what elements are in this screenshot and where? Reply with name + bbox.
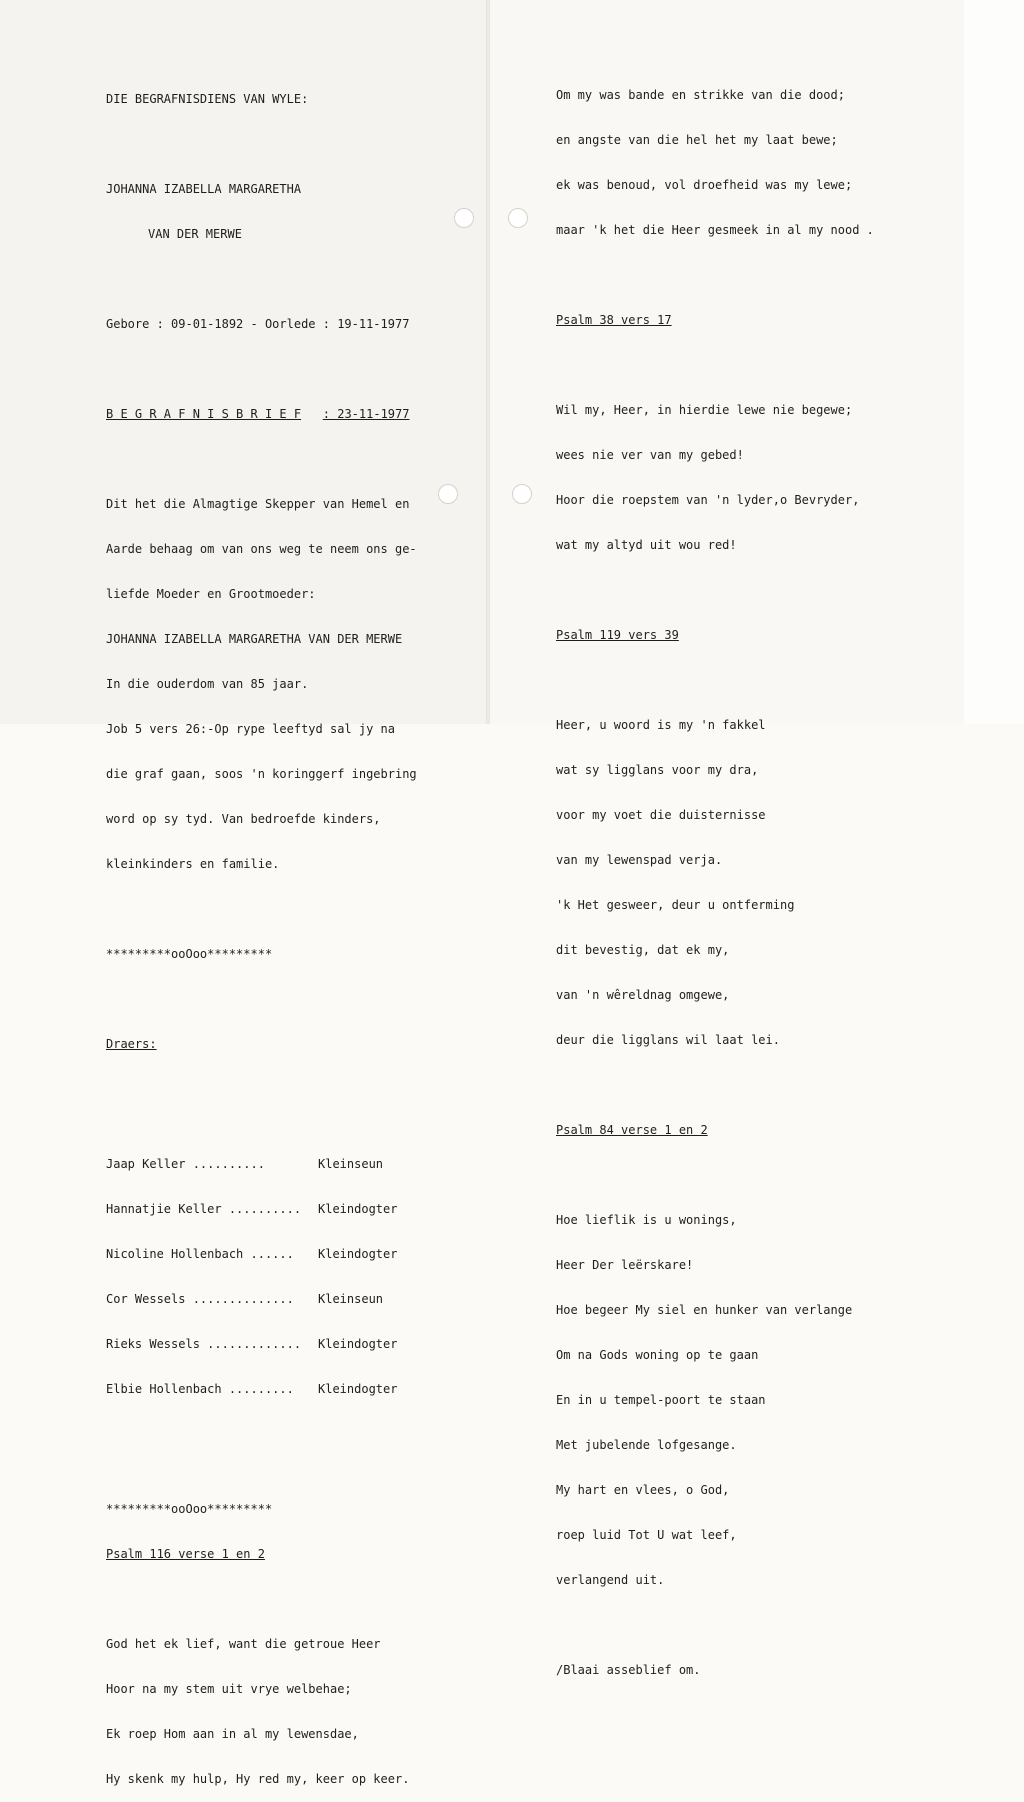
birth-death-dates: Gebore : 09-01-1892 - Oorlede : 19-11-1977 (106, 317, 410, 331)
psalm38-heading: Psalm 38 vers 17 (556, 313, 672, 327)
hymn-line: Om my was bande en strikke van die dood; (556, 88, 845, 102)
letter-heading-row (106, 407, 417, 422)
separator: *********ooOoo********* (106, 947, 273, 961)
psalm-line: Hoor die roepstem van 'n lyder,o Bevryder, (556, 493, 860, 507)
letter-line: JOHANNA IZABELLA MARGARETHA VAN DER MERWE (106, 632, 403, 646)
list-item: Hannatjie Keller .......... Kleindogter (106, 1202, 398, 1216)
psalm-line: wat my altyd uit wou red! (556, 538, 737, 552)
psalm-line: deur die ligglans wil laat lei. (556, 1033, 780, 1047)
list-item: Elbie Hollenbach ......... Kleindogter (106, 1382, 398, 1396)
deceased-name-line2: VAN DER MERWE (148, 227, 242, 241)
psalm-line: 'k Het gesweer, deur u ontferming (556, 898, 795, 912)
letter-line: Dit het die Almagtige Skepper van Hemel en (106, 497, 410, 511)
letter-line: die graf gaan, soos 'n koringgerf ingebring (106, 767, 417, 781)
left-column (106, 62, 417, 1802)
psalm-line: Heer Der leërskare! (556, 1258, 694, 1272)
list-item: Rieks Wessels ............. Kleindogter (106, 1337, 398, 1351)
punch-hole (438, 484, 458, 504)
psalm-line: Om na Gods woning op te gaan (556, 1348, 759, 1362)
psalm-line: My hart en vlees, o God, (556, 1483, 730, 1497)
letter-line: Aarde behaag om van ons weg te neem ons ge- (106, 542, 417, 556)
psalm-line: En in u tempel-poort te staan (556, 1393, 766, 1407)
psalm-line: dit bevestig, dat ek my, (556, 943, 730, 957)
letter-line: kleinkinders en familie. (106, 857, 280, 871)
psalm-line: Heer, u woord is my 'n fakkel (556, 718, 766, 732)
letter-heading: B E G R A F N I S B R I E F (106, 407, 302, 421)
psalm-line: Ek roep Hom aan in al my lewensdae, (106, 1727, 359, 1741)
punch-hole (508, 208, 528, 228)
list-item: Jaap Keller .......... Kleinseun (106, 1157, 384, 1171)
list-item: Nicoline Hollenbach ...... Kleindogter (106, 1247, 398, 1261)
psalm-line: wat sy ligglans voor my dra, (556, 763, 759, 777)
scan-margin (964, 0, 1024, 724)
punch-hole (512, 484, 532, 504)
psalm-line: Met jubelende lofgesange. (556, 1438, 737, 1452)
psalm-line: Hoe lieflik is u wonings, (556, 1213, 737, 1227)
psalm-line: roep luid Tot U wat leef, (556, 1528, 737, 1542)
service-title: DIE BEGRAFNISDIENS VAN WYLE: (106, 92, 309, 106)
page-fold (486, 0, 490, 724)
psalm-line: Hoe begeer My siel en hunker van verlange (556, 1303, 853, 1317)
psalm-line: van 'n wêreldnag omgewe, (556, 988, 730, 1002)
psalm-line: God het ek lief, want die getroue Heer (106, 1637, 381, 1651)
deceased-name-line1: JOHANNA IZABELLA MARGARETHA (106, 182, 302, 196)
letter-line: Job 5 vers 26:-Op rype leeftyd sal jy na (106, 722, 395, 736)
psalm-line: wees nie ver van my gebed! (556, 448, 744, 462)
letter-line: In die ouderdom van 85 jaar. (106, 677, 309, 691)
hymn-line: en angste van die hel het my laat bewe; (556, 133, 838, 147)
closing-note: /Blaai asseblief om. (556, 1663, 701, 1677)
draers-list (106, 1127, 417, 1427)
letter-line: word op sy tyd. Van bedroefde kinders, (106, 812, 381, 826)
separator: *********ooOoo********* (106, 1502, 273, 1516)
hymn-line: ek was benoud, vol droefheid was my lewe; (556, 178, 853, 192)
psalm-line: van my lewenspad verja. (556, 853, 723, 867)
draers-heading: Draers: (106, 1037, 157, 1051)
psalm-line: Hoor na my stem uit vrye welbehae; (106, 1682, 352, 1696)
right-column (556, 58, 874, 1693)
letter-line: liefde Moeder en Grootmoeder: (106, 587, 316, 601)
list-item: Cor Wessels .............. Kleinseun (106, 1292, 384, 1306)
psalm-line: verlangend uit. (556, 1573, 665, 1587)
punch-hole (454, 208, 474, 228)
psalm-line: Hy skenk my hulp, Hy red my, keer op keer. (106, 1772, 410, 1786)
psalm119-heading: Psalm 119 vers 39 (556, 628, 679, 642)
psalm-line: Wil my, Heer, in hierdie lewe nie begewe; (556, 403, 853, 417)
psalm84-heading: Psalm 84 verse 1 en 2 (556, 1123, 708, 1137)
psalm-line: voor my voet die duisternisse (556, 808, 766, 822)
letter-date: : 23-11-1977 (322, 407, 410, 421)
hymn-line: maar 'k het die Heer gesmeek in al my nood . (556, 223, 874, 237)
psalm116-heading: Psalm 116 verse 1 en 2 (106, 1547, 265, 1561)
